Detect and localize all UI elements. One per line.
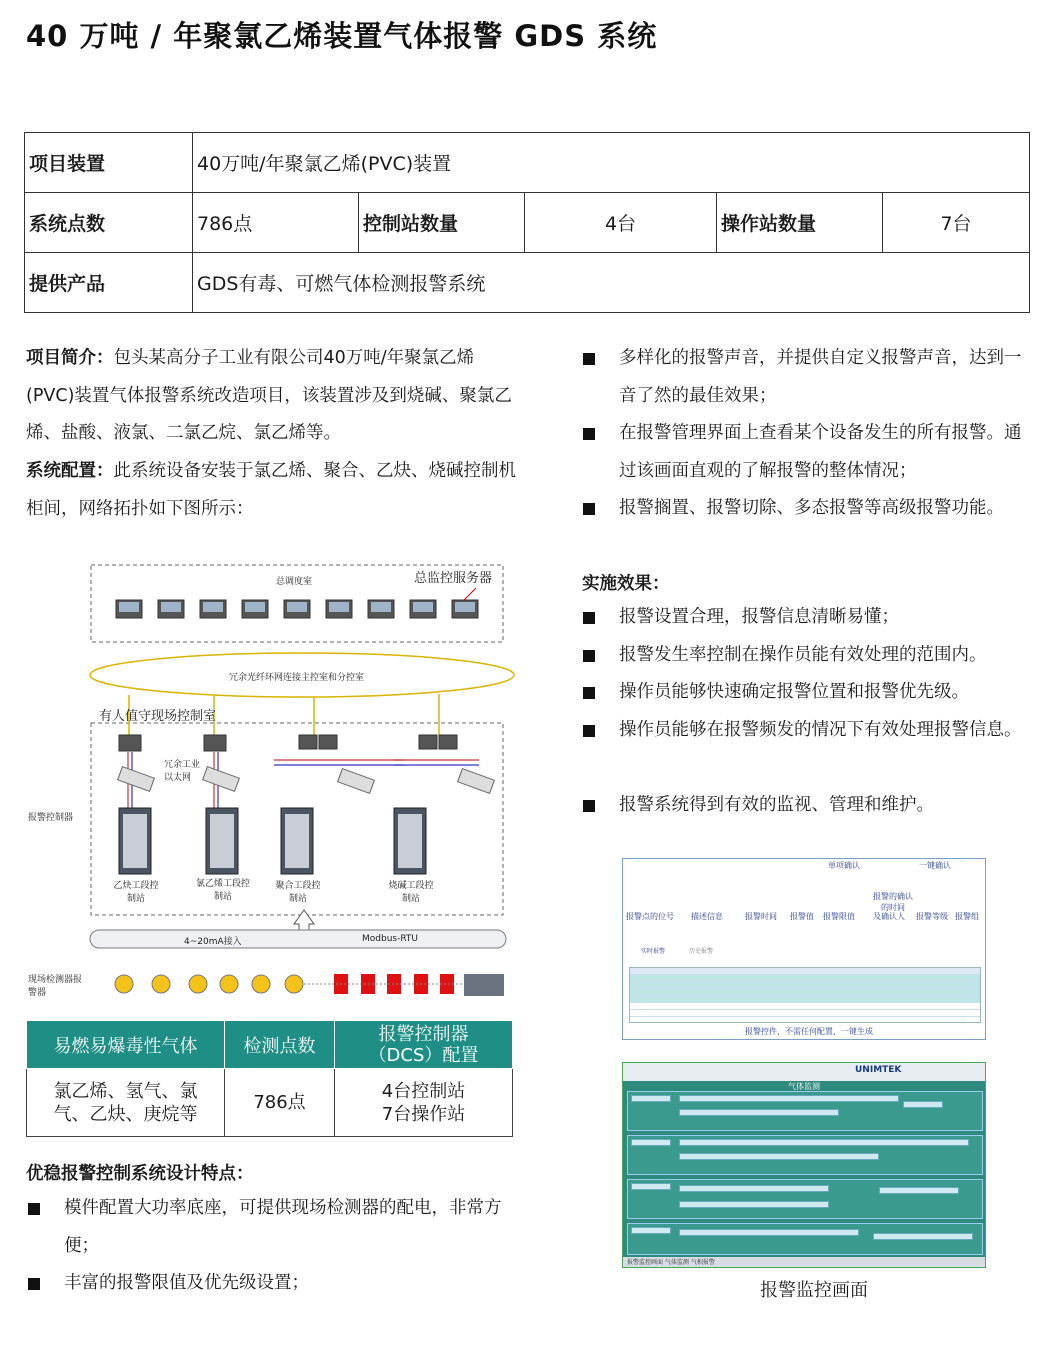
operator-station-value: 7台 — [883, 193, 1030, 253]
station-label: 氯乙烯工段控制站 — [196, 879, 251, 902]
monitor-footer: 报警监控画面 气体监测 气相报警 — [623, 1257, 985, 1267]
right-bullet-2: 在报警管理界面上查看某个设备发生的所有报警。通过该画面直观的了解报警的整体情况； — [583, 415, 1033, 490]
alarm-grid — [629, 967, 981, 1023]
config-cell: 4台控制站 7台操作站 — [335, 1069, 513, 1137]
controller-label: 报警控制器 — [28, 813, 74, 823]
annotation-label: 报警等级 — [916, 912, 948, 921]
right-bullet-3: 报警搁置、报警切除、多态报警等高级报警功能。 — [583, 490, 1033, 528]
confirm-time-label: 报警的确认的时间 — [873, 892, 913, 912]
product-label: 提供产品 — [25, 253, 193, 313]
network-topology-diagram — [24, 560, 524, 1005]
monitor-subtitle: 气体监测 — [788, 1082, 820, 1091]
station-label: 乙炔工段控制站 — [113, 881, 159, 904]
square-bullet-icon — [583, 353, 595, 365]
points-cell: 786点 — [225, 1069, 335, 1137]
workstation-row — [116, 600, 478, 618]
operator-stations — [119, 735, 457, 751]
alarm-control-note: 报警控件，不需任何配置，一键生成 — [745, 1027, 873, 1036]
square-bullet-icon — [583, 687, 595, 699]
square-bullet-icon — [28, 1278, 40, 1290]
station-label: 聚合工段控制站 — [275, 881, 321, 904]
feature-item-1: 模件配置大功率底座，可提供现场检测器的配电，非常方便； — [28, 1190, 520, 1265]
control-station-label: 控制站数量 — [359, 193, 525, 253]
operator-station-label: 操作站数量 — [717, 193, 883, 253]
gas-header: 易燃易爆毒性气体 — [27, 1021, 225, 1069]
control-cabinets — [119, 808, 426, 874]
topology-svg — [24, 560, 524, 1005]
alarm-monitor-screenshot — [622, 1062, 986, 1268]
config-text: 此系统设备安装于氯乙烯、聚合、乙炔、烧碱控制机柜间，网络拓扑如下图所示： — [26, 461, 516, 519]
square-bullet-icon — [583, 612, 595, 624]
bus-right-label: Modbus-RTU — [362, 934, 419, 944]
annotation-label: 报警点的位号 — [626, 912, 674, 921]
bus-left-label: 4~20mA接入 — [184, 937, 242, 947]
features-heading: 优稳报警控制系统设计特点： — [26, 1164, 254, 1184]
effect-heading: 实施效果： — [582, 574, 670, 594]
project-device-value: 40万吨/年聚氯乙烯(PVC)装置 — [193, 133, 1030, 193]
control-station-value: 4台 — [525, 193, 717, 253]
central-room-label: 总调度室 — [276, 577, 313, 587]
field-detectors — [115, 974, 504, 996]
annotation-label: 报警时间 — [745, 912, 777, 921]
square-bullet-icon — [583, 428, 595, 440]
tab-realtime-alarm[interactable]: 实时报警 — [641, 948, 666, 955]
monitor-toolbar — [623, 1063, 985, 1081]
one-key-confirm-label: 一键确认 — [919, 861, 951, 870]
points-header: 检测点数 — [225, 1021, 335, 1069]
square-bullet-icon — [583, 650, 595, 662]
intro-paragraph — [26, 340, 520, 453]
effect-item-4: 操作员能够在报警频发的情况下有效处理报警信息。 — [583, 712, 1033, 750]
brand-logo: UNIMTEK — [855, 1065, 902, 1075]
single-confirm-label: 单项确认 — [828, 861, 860, 870]
alarm-management-screenshot — [622, 858, 986, 1040]
config-paragraph — [26, 453, 520, 528]
station-label: 烧碱工段控制站 — [388, 881, 434, 904]
config-header: 报警控制器（DCS）配置 — [335, 1021, 513, 1069]
annotation-label: 描述信息 — [691, 912, 723, 921]
right-bullet-1: 多样化的报警声音，并提供自定义报警声音，达到一音了然的最佳效果； — [583, 340, 1033, 415]
server-label: 总监控服务器 — [414, 571, 493, 586]
project-info-table — [24, 132, 1030, 313]
annotation-label: 报警限值 — [823, 912, 855, 921]
effect-item-1: 报警设置合理，报警信息清晰易懂； — [583, 599, 1033, 637]
project-device-label: 项目装置 — [25, 133, 193, 193]
square-bullet-icon — [583, 503, 595, 515]
square-bullet-icon — [583, 800, 595, 812]
field-room-label: 有人值守现场控制室 — [99, 709, 217, 724]
page-title: 40 万吨 / 年聚氯乙烯装置气体报警 GDS 系统 — [26, 19, 658, 53]
effect-item-5: 报警系统得到有效的监视、管理和维护。 — [583, 787, 1033, 825]
feature-item-2: 丰富的报警限值及优先级设置； — [28, 1265, 520, 1303]
annotation-label: 及确认人 — [873, 912, 905, 921]
annotation-label: 报警值 — [790, 912, 814, 921]
detectors-label: 现场检测器报警器 — [28, 975, 83, 998]
square-bullet-icon — [583, 725, 595, 737]
square-bullet-icon — [28, 1203, 40, 1215]
monitor-caption: 报警监控画面 — [760, 1280, 868, 1301]
effect-item-3: 操作员能够快速确定报警位置和报警优先级。 — [583, 674, 1033, 712]
tab-history-alarm[interactable]: 历史报警 — [689, 948, 714, 955]
config-label: 系统配置： — [26, 461, 114, 481]
system-points-value: 786点 — [193, 193, 359, 253]
product-value: GDS有毒、可燃气体检测报警系统 — [193, 253, 1030, 313]
intro-label: 项目简介： — [26, 348, 114, 368]
ethernet-label: 冗余工业以太网 — [164, 760, 201, 783]
system-points-label: 系统点数 — [25, 193, 193, 253]
gas-detection-table — [26, 1020, 513, 1137]
intro-text: 包头某高分子工业有限公司40万吨/年聚氯乙烯(PVC)装置气体报警系统改造项目，该装置涉及到烧碱、聚氯乙烯、盐酸、液氯、二氯乙烷、氯乙烯等。 — [26, 348, 512, 443]
annotation-label: 报警组 — [955, 912, 979, 921]
effect-item-2: 报警发生率控制在操作员能有效处理的范围内。 — [583, 637, 1033, 675]
gas-cell: 氯乙烯、氢气、氯气、乙炔、庚烷等 — [27, 1069, 225, 1137]
fiber-ring-label: 冗余光纤环网连接主控室和分控室 — [229, 673, 365, 683]
